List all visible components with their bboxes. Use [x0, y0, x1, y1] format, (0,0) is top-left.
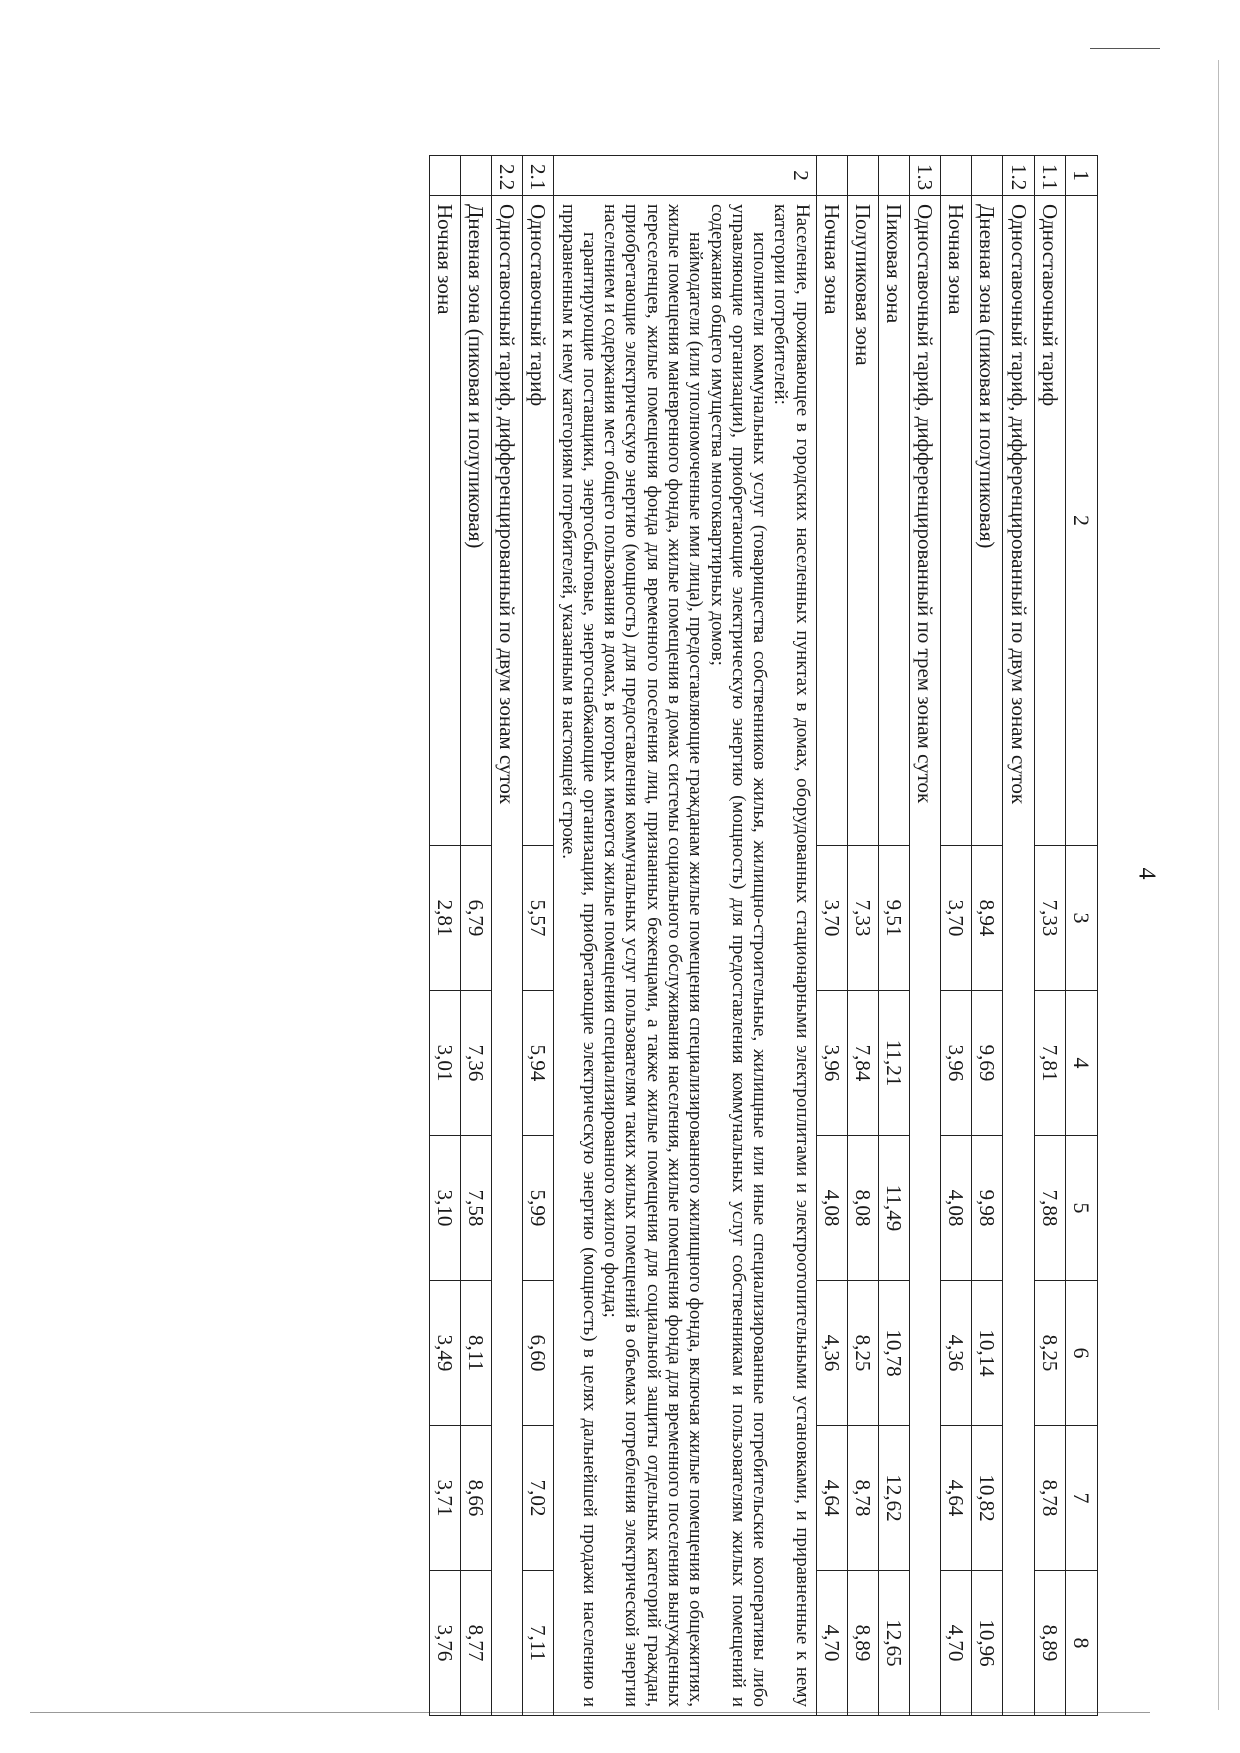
- scan-edge-line: [1218, 60, 1219, 1710]
- tariff-value: 7,36: [460, 991, 491, 1136]
- header-cell: 6: [1065, 1281, 1097, 1426]
- tariff-value: 8,94: [972, 846, 1003, 991]
- row-number: 1.1: [1034, 156, 1065, 196]
- tariff-label: Ночная зона: [816, 196, 847, 846]
- table-row: [910, 156, 941, 1716]
- table-row: [460, 156, 491, 1716]
- tariff-value: 7,88: [1034, 1136, 1065, 1281]
- tariff-value: 10,14: [972, 1281, 1003, 1426]
- row-number: [941, 156, 972, 196]
- table-row: [554, 156, 816, 1716]
- tariff-value: 8,78: [1034, 1426, 1065, 1571]
- section-title: Одноставочный тариф, дифференцированный по трем зонам суток: [910, 196, 941, 1716]
- tariff-value: 5,94: [523, 991, 554, 1136]
- row-number: 1.3: [910, 156, 941, 196]
- description-paragraph: исполнители коммунальных услуг (товарищества собственников жилья, жилищно-строительные, жилищные или иные специализированные потребительские кооперативы либо управляющие организации), приобретающие электрическую энергию (мощность) для предоставления коммунальных услуг собственникам и пользователям жилых помещений и содержания общего имущества многоквартирных домов;: [706, 204, 771, 1707]
- tariff-label: Дневная зона (пиковая и полупиковая): [972, 196, 1003, 846]
- row-number: 2.1: [523, 156, 554, 196]
- tariff-value: 3,96: [941, 991, 972, 1136]
- table-row: [972, 156, 1003, 1716]
- tariff-value: 8,11: [460, 1281, 491, 1426]
- tariff-value: 4,70: [941, 1571, 972, 1716]
- tariff-value: 8,25: [847, 1281, 878, 1426]
- tariff-value: 10,82: [972, 1426, 1003, 1571]
- table-row: [523, 156, 554, 1716]
- tariff-value: 4,08: [816, 1136, 847, 1281]
- row-number: [878, 156, 909, 196]
- tariff-value: 7,33: [847, 846, 878, 991]
- description-paragraph: гарантирующие поставщики, энергосбытовые, энергоснабжающие организации, приобретающие электрическую энергию (мощность) в целях дальнейшей продажи населению и приравненным к нему категориям потребителей, указанным в настоящей строке.: [557, 204, 600, 1707]
- tariff-value: 3,10: [429, 1136, 460, 1281]
- tariff-value: 7,84: [847, 991, 878, 1136]
- table-row: [941, 156, 972, 1716]
- table-row: [1034, 156, 1065, 1716]
- tariff-value: 12,62: [878, 1426, 909, 1571]
- row-number: 2.2: [492, 156, 523, 196]
- section-title: Одноставочный тариф, дифференцированный по двум зонам суток: [492, 196, 523, 1716]
- tariff-value: 7,81: [1034, 991, 1065, 1136]
- tariff-value: 8,89: [847, 1571, 878, 1716]
- tariff-label: Пиковая зона: [878, 196, 909, 846]
- tariff-label: Полупиковая зона: [847, 196, 878, 846]
- tariff-value: 2,81: [429, 846, 460, 991]
- consumer-category-description: [554, 196, 816, 1716]
- page-number: 4: [1133, 867, 1160, 880]
- table-row: [847, 156, 878, 1716]
- table-row: [492, 156, 523, 1716]
- tariff-value: 7,58: [460, 1136, 491, 1281]
- header-cell: 2: [1065, 196, 1097, 846]
- header-cell: 4: [1065, 991, 1097, 1136]
- tariff-label: Одноставочный тариф: [1034, 196, 1065, 846]
- tariff-value: 4,36: [941, 1281, 972, 1426]
- description-paragraph: наймодатели (или уполномоченные ими лица), предоставляющие гражданам жилые помещения специализированного жилищного фонда, включая жилые помещения в общежитиях, жилые помещения маневренного фонда, жилые помещения в домах системы социального обслуживания населения, жилые помещения фонда для временного поселения вынужденных переселенцев, жилые помещения фонда для временного поселения лиц, признанных беженцами, а также жилые помещения для социальной защиты отдельных категорий граждан, приобретающие электрическую энергию (мощность) для предоставления коммунальных услуг пользователям таких жилых помещений в объемах потребления электрической энергии населением и содержания мест общего пользования в домах, в которых имеются жилые помещения специализированного жилого фонда;: [600, 204, 707, 1707]
- tariff-value: 8,78: [847, 1426, 878, 1571]
- tariff-label: Одноставочный тариф: [523, 196, 554, 846]
- tariff-value: 3,96: [816, 991, 847, 1136]
- tariff-value: 3,76: [429, 1571, 460, 1716]
- tariff-value: 6,60: [523, 1281, 554, 1426]
- tariff-table-body: [429, 156, 1097, 1716]
- tariff-value: 7,02: [523, 1426, 554, 1571]
- table-row: [429, 156, 460, 1716]
- tariff-value: 4,36: [816, 1281, 847, 1426]
- tariff-value: 3,49: [429, 1281, 460, 1426]
- tariff-value: 8,25: [1034, 1281, 1065, 1426]
- header-cell: 7: [1065, 1426, 1097, 1571]
- tariff-value: 10,78: [878, 1281, 909, 1426]
- table-header-row: [1065, 156, 1097, 1716]
- tariff-value: 4,64: [941, 1426, 972, 1571]
- tariff-value: 3,70: [816, 846, 847, 991]
- tariff-label: Ночная зона: [429, 196, 460, 846]
- tariff-label: Дневная зона (пиковая и полупиковая): [460, 196, 491, 846]
- tariff-value: 4,64: [816, 1426, 847, 1571]
- tariff-value: 4,70: [816, 1571, 847, 1716]
- tariff-value: 3,01: [429, 991, 460, 1136]
- table-row: [816, 156, 847, 1716]
- tariff-value: 3,71: [429, 1426, 460, 1571]
- tariff-value: 7,11: [523, 1571, 554, 1716]
- header-cell: 5: [1065, 1136, 1097, 1281]
- tariff-value: 8,08: [847, 1136, 878, 1281]
- tariff-value: 11,21: [878, 991, 909, 1136]
- row-number: [972, 156, 1003, 196]
- row-number: 1.2: [1003, 156, 1034, 196]
- tariff-value: 8,66: [460, 1426, 491, 1571]
- tariff-value: 12,65: [878, 1571, 909, 1716]
- tariff-label: Ночная зона: [941, 196, 972, 846]
- table-row: [878, 156, 909, 1716]
- tariff-value: 8,77: [460, 1571, 491, 1716]
- section-title: Одноставочный тариф, дифференцированный по двум зонам суток: [1003, 196, 1034, 1716]
- tariff-value: 8,89: [1034, 1571, 1065, 1716]
- row-number: [847, 156, 878, 196]
- tariff-value: 5,57: [523, 846, 554, 991]
- row-number: [460, 156, 491, 196]
- header-cell: 1: [1065, 156, 1097, 196]
- tariff-table: [429, 155, 1098, 1716]
- tariff-value: 11,49: [878, 1136, 909, 1281]
- row-number: [429, 156, 460, 196]
- tariff-value: 9,51: [878, 846, 909, 991]
- tariff-value: 9,69: [972, 991, 1003, 1136]
- tariff-value: 10,96: [972, 1571, 1003, 1716]
- tariff-value: 9,98: [972, 1136, 1003, 1281]
- header-cell: 3: [1065, 846, 1097, 991]
- table-row: [1003, 156, 1034, 1716]
- tariff-value: 7,33: [1034, 846, 1065, 991]
- row-number: [816, 156, 847, 196]
- tariff-value: 5,99: [523, 1136, 554, 1281]
- row-number: 2: [554, 156, 816, 196]
- tariff-value: 6,79: [460, 846, 491, 991]
- description-paragraph: Население, проживающее в городских населенных пунктах в домах, оборудованных стационарными электроплитами и электроотопительными установками, и приравненные к нему категории потребителей:: [770, 204, 813, 1707]
- scan-edge-mark: [1090, 48, 1160, 49]
- tariff-value: 3,70: [941, 846, 972, 991]
- rotated-table-container: [238, 155, 1098, 1715]
- tariff-value: 4,08: [941, 1136, 972, 1281]
- header-cell: 8: [1065, 1571, 1097, 1716]
